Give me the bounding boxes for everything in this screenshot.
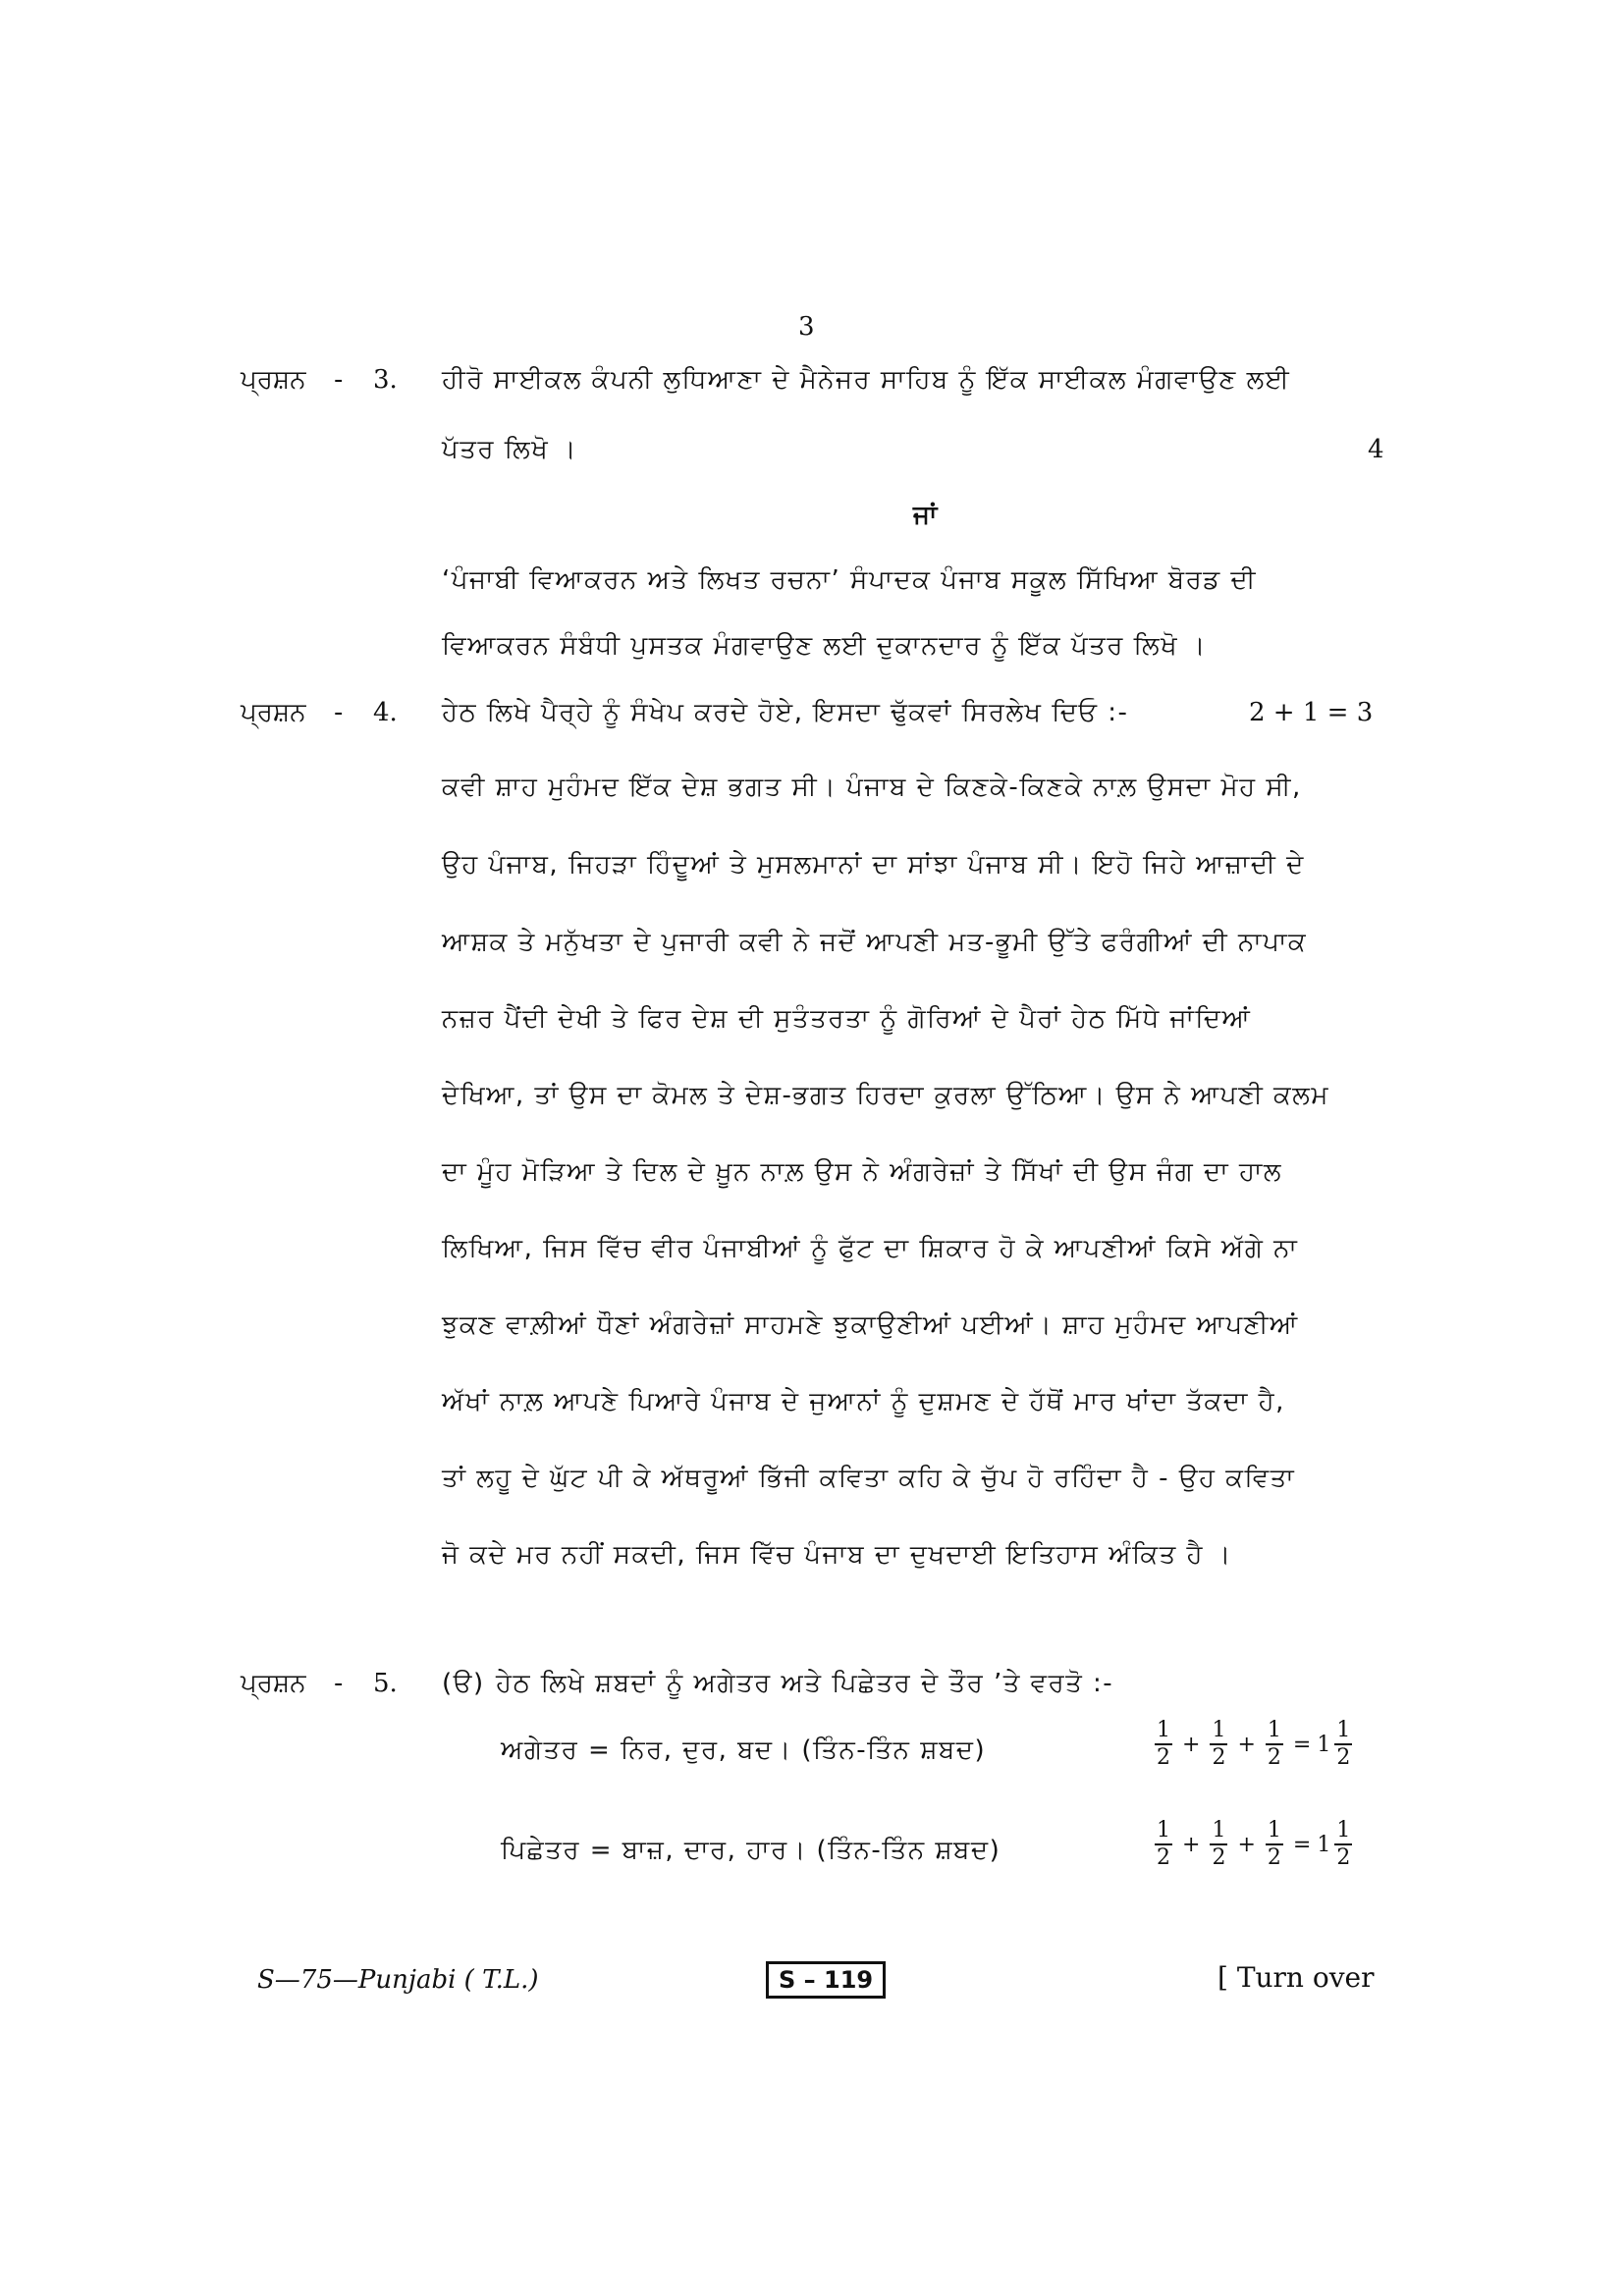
question-dash: -	[334, 1669, 344, 1698]
fraction: $\frac{1}{2}$	[1157, 1718, 1170, 1770]
fraction: $\frac{1}{2}$	[1157, 1818, 1170, 1870]
passage-line: ਤਾਂ ਲਹੂ ਦੇ ਘੁੱਟ ਪੀ ਕੇ ਅੱਥਰੂਆਂ ਭਿੱਜੀ ਕਵਿਤਾ ਕਹਿ ਕੇ ਚੁੱਪ ਹੋ ਰਹਿੰਦਾ ਹੈ - ਉਹ ਕਵਿਤਾ	[442, 1464, 1296, 1493]
passage-line: ਉਹ ਪੰਜਾਬ, ਜਿਹੜਾ ਹਿੰਦੂਆਂ ਤੇ ਮੁਸਲਮਾਨਾਂ ਦਾ ਸਾਂਝਾ ਪੰਜਾਬ ਸੀ। ਇਹੋ ਜਿਹੇ ਆਜ਼ਾਦੀ ਦੇ	[442, 850, 1305, 880]
fraction: $\frac{1}{2}$	[1212, 1818, 1226, 1870]
fraction: $\frac{1}{2}$	[1212, 1718, 1226, 1770]
question-text-line: ਹੀਰੋ ਸਾਈਕਲ ਕੰਪਨੀ ਲੁਧਿਆਣਾ ਦੇ ਮੈਨੇਜਰ ਸਾਹਿਬ ਨੂੰ ਇੱਕ ਸਾਈਕਲ ਮੰਗਵਾਉਣ ਲਈ	[442, 365, 1291, 395]
paper-code: S—75—Punjabi ( T.L.)	[257, 1965, 539, 1995]
fraction: $\frac{1}{2}$	[1336, 1818, 1351, 1870]
question-number: 3.	[373, 365, 398, 395]
question-label: ਪ੍ਰਸ਼ਨ	[241, 365, 306, 395]
page-number: 3	[798, 312, 815, 342]
fraction: $\frac{1}{2}$	[1336, 1718, 1351, 1770]
question-dash: -	[334, 698, 344, 727]
question-dash: -	[334, 365, 344, 395]
question-label: ਪ੍ਰਸ਼ਨ	[241, 698, 306, 727]
passage-line: ਨਜ਼ਰ ਪੈਂਦੀ ਦੇਖੀ ਤੇ ਫਿਰ ਦੇਸ਼ ਦੀ ਸੁਤੰਤਰਤਾ ਨੂੰ ਗੋਰਿਆਂ ਦੇ ਪੈਰਾਂ ਹੇਠ ਮਿੱਧੇ ਜਾਂਦਿਆਂ	[442, 1004, 1252, 1034]
passage-line: ਕਵੀ ਸ਼ਾਹ ਮੁਹੰਮਦ ਇੱਕ ਦੇਸ਼ ਭਗਤ ਸੀ। ਪੰਜਾਬ ਦੇ ਕਿਣਕੇ-ਕਿਣਕੇ ਨਾਲ਼ ਉਸਦਾ ਮੋਹ ਸੀ,	[442, 773, 1302, 802]
suffix-marks: $\frac{1}{2}$ + $\frac{1}{2}$ + $\frac{1}{2}$ = 1 $\frac{1}{2}$	[1157, 1818, 1351, 1870]
question-instruction: ਹੇਠ ਲਿਖੇ ਪੈਰ੍ਹੇ ਨੂੰ ਸੰਖੇਪ ਕਰਦੇ ਹੋਏ, ਇਸਦਾ ਢੁੱਕਵਾਂ ਸਿਰਲੇਖ ਦਿਓ :-	[442, 698, 1129, 727]
passage-line: ਦਾ ਮੂੰਹ ਮੋੜਿਆ ਤੇ ਦਿਲ ਦੇ ਖ਼ੂਨ ਨਾਲ਼ ਉਸ ਨੇ ਅੰਗਰੇਜ਼ਾਂ ਤੇ ਸਿੱਖਾਂ ਦੀ ਉਸ ਜੰਗ ਦਾ ਹਾਲ	[442, 1157, 1282, 1187]
question-instruction: ਹੇਠ ਲਿਖੇ ਸ਼ਬਦਾਂ ਨੂੰ ਅਗੇਤਰ ਅਤੇ ਪਿਛੇਤਰ ਦੇ ਤੌਰ ’ਤੇ ਵਰਤੋ :-	[496, 1669, 1114, 1698]
alternative-text-line: ਵਿਆਕਰਨ ਸੰਬੰਧੀ ਪੁਸਤਕ ਮੰਗਵਾਉਣ ਲਈ ਦੁਕਾਨਦਾਰ ਨੂੰ ਇੱਕ ਪੱਤਰ ਲਿਖੋ ।	[442, 631, 1207, 661]
question-number: 5.	[373, 1669, 398, 1698]
question-text-line: ਪੱਤਰ ਲਿਖੋ ।	[442, 435, 578, 464]
question-marks: 4	[1368, 435, 1384, 464]
question-number: 4.	[373, 698, 398, 727]
question-label: ਪ੍ਰਸ਼ਨ	[241, 1669, 306, 1698]
series-code-box: S – 119	[766, 1961, 886, 1999]
alternative-text-line: ‘ਪੰਜਾਬੀ ਵਿਆਕਰਨ ਅਤੇ ਲਿਖਤ ਰਚਨਾ’ ਸੰਪਾਦਕ ਪੰਜਾਬ ਸਕੂਲ ਸਿੱਖਿਆ ਬੋਰਡ ਦੀ	[442, 565, 1257, 595]
fraction: $\frac{1}{2}$	[1267, 1818, 1281, 1870]
question-marks: 2 + 1 = 3	[1249, 698, 1374, 727]
sub-part-label: (ੳ)	[442, 1669, 485, 1698]
passage-line: ਅੱਖਾਂ ਨਾਲ਼ ਆਪਣੇ ਪਿਆਰੇ ਪੰਜਾਬ ਦੇ ਜੁਆਨਾਂ ਨੂੰ ਦੁਸ਼ਮਣ ਦੇ ਹੱਥੋਂ ਮਾਰ ਖਾਂਦਾ ਤੱਕਦਾ ਹੈ,	[442, 1387, 1285, 1416]
fraction: $\frac{1}{2}$	[1267, 1718, 1281, 1770]
prefix-line: ਅਗੇਤਰ = ਨਿਰ, ਦੁਰ, ਬਦ। (ਤਿੰਨ-ਤਿੰਨ ਸ਼ਬਦ)	[501, 1735, 987, 1765]
suffix-line: ਪਿਛੇਤਰ = ਬਾਜ਼, ਦਾਰ, ਹਾਰ। (ਤਿੰਨ-ਤਿੰਨ ਸ਼ਬਦ)	[501, 1836, 1001, 1865]
turn-over-note: [ Turn over	[1217, 1961, 1375, 1994]
passage-line: ਜੋ ਕਦੇ ਮਰ ਨਹੀਂ ਸਕਦੀ, ਜਿਸ ਵਿੱਚ ਪੰਜਾਬ ਦਾ ਦੁਖਦਾਈ ਇਤਿਹਾਸ ਅੰਕਿਤ ਹੈ ।	[442, 1540, 1232, 1570]
prefix-marks: $\frac{1}{2}$ + $\frac{1}{2}$ + $\frac{1}{2}$ = 1 $\frac{1}{2}$	[1157, 1718, 1351, 1770]
passage-line: ਝੁਕਣ ਵਾਲ਼ੀਆਂ ਧੌਣਾਂ ਅੰਗਰੇਜ਼ਾਂ ਸਾਹਮਣੇ ਝੁਕਾਉਣੀਆਂ ਪਈਆਂ। ਸ਼ਾਹ ਮੁਹੰਮਦ ਆਪਣੀਆਂ	[442, 1310, 1299, 1340]
passage-line: ਦੇਖਿਆ, ਤਾਂ ਉਸ ਦਾ ਕੋਮਲ ਤੇ ਦੇਸ਼-ਭਗਤ ਹਿਰਦਾ ਕੁਰਲਾ ਉੱਠਿਆ। ਉਸ ਨੇ ਆਪਣੀ ਕਲਮ	[442, 1081, 1329, 1110]
or-separator: ਜਾਂ	[913, 501, 939, 530]
passage-line: ਆਸ਼ਕ ਤੇ ਮਨੁੱਖਤਾ ਦੇ ਪੁਜਾਰੀ ਕਵੀ ਨੇ ਜਦੋਂ ਆਪਣੀ ਮਤ-ਭੂਮੀ ਉੱਤੇ ਫਰੰਗੀਆਂ ਦੀ ਨਾਪਾਕ	[442, 928, 1308, 957]
passage-line: ਲਿਖਿਆ, ਜਿਸ ਵਿੱਚ ਵੀਰ ਪੰਜਾਬੀਆਂ ਨੂੰ ਫੁੱਟ ਦਾ ਸ਼ਿਕਾਰ ਹੋ ਕੇ ਆਪਣੀਆਂ ਕਿਸੇ ਅੱਗੇ ਨਾ	[442, 1234, 1299, 1263]
